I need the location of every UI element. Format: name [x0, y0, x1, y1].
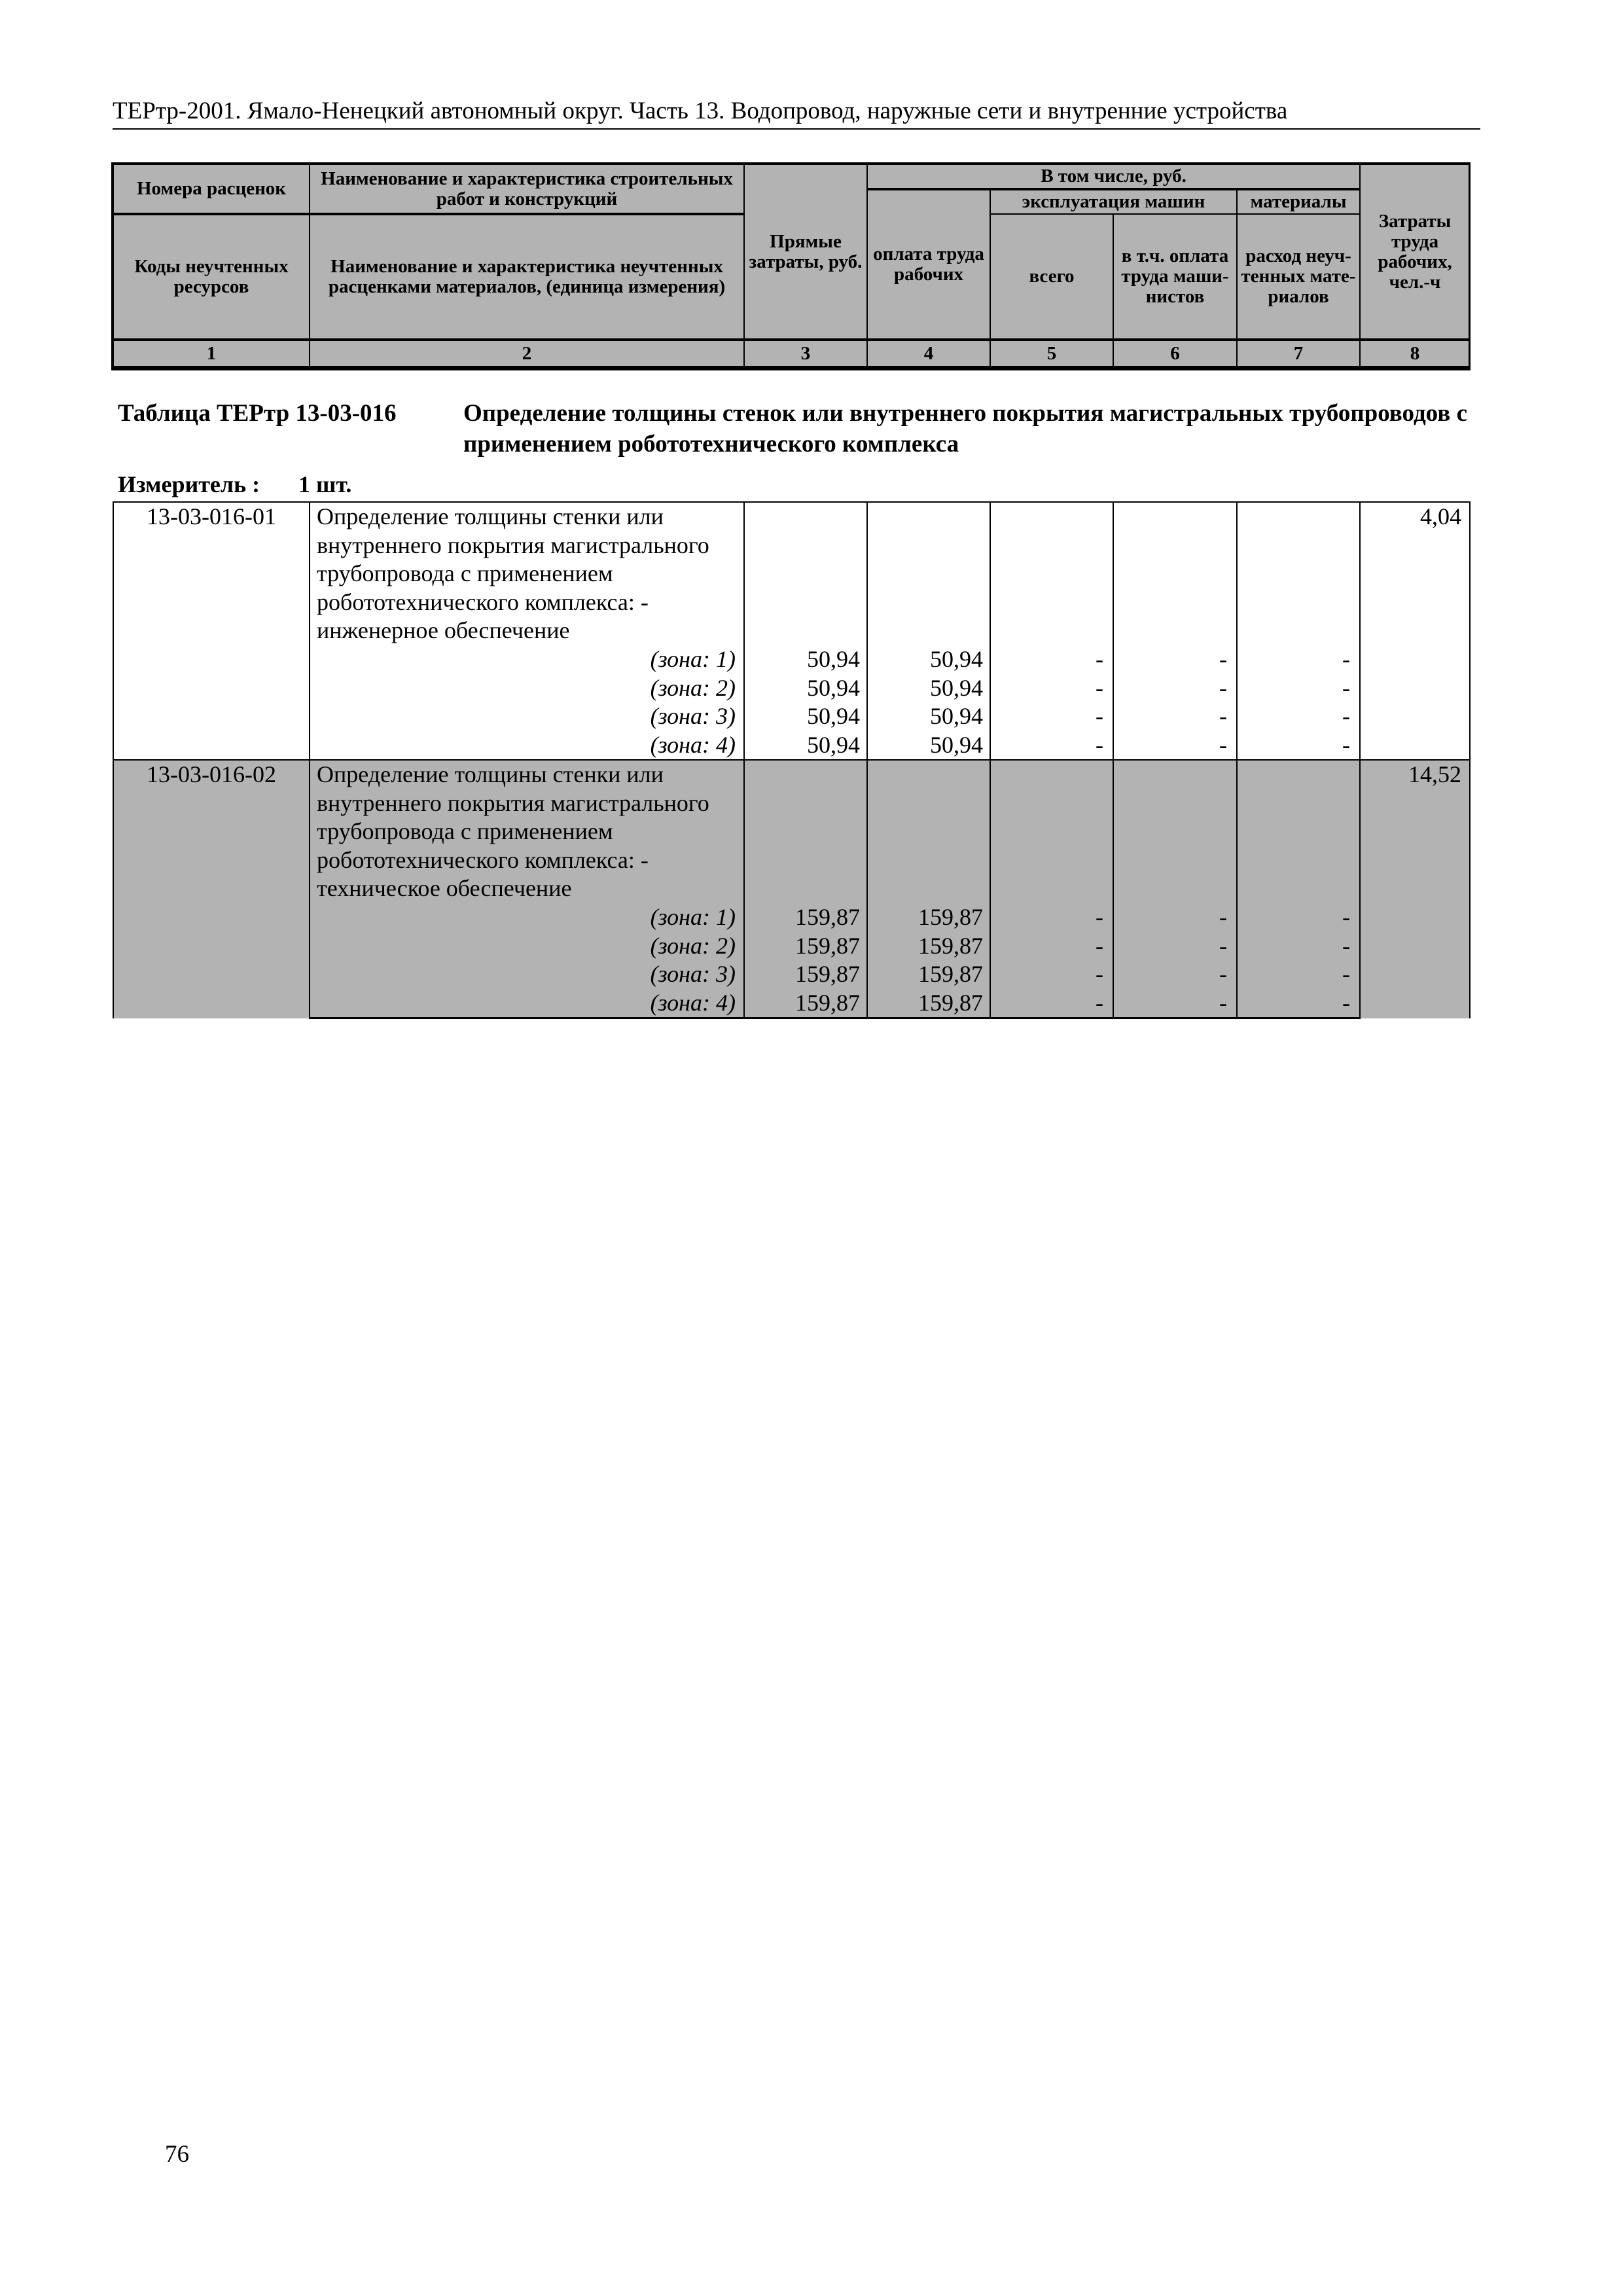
- rate-description: Определение толщины стенки или внутреннего покрытия магистрального трубопровода с применением робототехнического комплекса: - инженерное обеспечение: [310, 502, 744, 645]
- machines-cost: -: [990, 903, 1113, 932]
- machines-cost: -: [990, 960, 1113, 989]
- running-header: ТЕРтр-2001. Ямало-Ненецкий автономный округ. Часть 13. Водопровод, наружные сети и внутренние устройства: [113, 96, 1480, 130]
- materials-cost: -: [1237, 903, 1360, 932]
- zone-label: (зона: 3): [310, 960, 744, 989]
- direct-cost: 50,94: [744, 645, 867, 674]
- header-labor-costs: Затраты труда рабочих, чел.-ч: [1360, 164, 1470, 340]
- table-title-label: Таблица ТЕРтр 13-03-016: [118, 400, 397, 427]
- rate-code: 13-03-016-02: [113, 760, 310, 1018]
- header-machines-group: эксплуатация машин: [990, 189, 1237, 214]
- direct-cost: 159,87: [744, 960, 867, 989]
- rate-description: Определение толщины стенки или внутреннего покрытия магистрального трубопровода с применением робототехнического комплекса: - техническое обеспечение: [310, 760, 744, 903]
- labor-cost: 14,52: [1360, 760, 1470, 1018]
- direct-cost: 159,87: [744, 989, 867, 1018]
- rates-table: [113, 501, 1471, 1019]
- machines-cost: -: [990, 674, 1113, 703]
- direct-cost: 159,87: [744, 903, 867, 932]
- machinist-wages: -: [1113, 731, 1237, 761]
- header-col-number: 7: [1237, 340, 1360, 367]
- zone-label: (зона: 4): [310, 989, 744, 1018]
- header-col-number: 8: [1360, 340, 1470, 367]
- header-machinist-wages: в т.ч. оплата труда маши-нистов: [1113, 214, 1237, 340]
- header-work-name: Наименование и характеристика строительных работ и конструкций: [310, 164, 744, 214]
- materials-cost: -: [1237, 645, 1360, 674]
- header-direct-costs: Прямые затраты, руб.: [744, 164, 867, 340]
- machinist-wages: -: [1113, 645, 1237, 674]
- direct-cost: 50,94: [744, 731, 867, 761]
- worker-wages: 159,87: [867, 903, 990, 932]
- machinist-wages: -: [1113, 932, 1237, 961]
- rate-code: 13-03-016-01: [113, 502, 310, 760]
- worker-wages: 50,94: [867, 674, 990, 703]
- header-col-number: 6: [1113, 340, 1237, 367]
- materials-cost: -: [1237, 674, 1360, 703]
- machinist-wages: -: [1113, 989, 1237, 1018]
- header-col-number: 3: [744, 340, 867, 367]
- worker-wages: 50,94: [867, 645, 990, 674]
- machines-cost: -: [990, 702, 1113, 731]
- machinist-wages: -: [1113, 674, 1237, 703]
- header-rate-numbers: Номера расценок: [113, 164, 310, 214]
- header-including-group: В том числе, руб.: [867, 164, 1360, 189]
- measure-line: [118, 470, 352, 499]
- header-col-number: 1: [113, 340, 310, 367]
- measure-unit: 1 шт.: [298, 471, 352, 497]
- zone-label: (зона: 4): [310, 731, 744, 761]
- header-material-names: Наименование и характеристика неучтенных расценками материалов, (единица измерения): [310, 214, 744, 340]
- worker-wages: 159,87: [867, 932, 990, 961]
- header-table: [113, 164, 1471, 368]
- direct-cost: 50,94: [744, 702, 867, 731]
- header-col-number: 5: [990, 340, 1113, 367]
- zone-label: (зона: 1): [310, 645, 744, 674]
- header-col-number: 2: [310, 340, 744, 367]
- zone-label: (зона: 2): [310, 932, 744, 961]
- worker-wages: 50,94: [867, 731, 990, 761]
- zone-label: (зона: 1): [310, 903, 744, 932]
- page-number: 76: [165, 2141, 189, 2168]
- direct-cost: 50,94: [744, 674, 867, 703]
- header-worker-wages: оплата труда рабочих: [867, 189, 990, 340]
- zone-label: (зона: 3): [310, 702, 744, 731]
- worker-wages: 159,87: [867, 989, 990, 1018]
- measure-label: Измеритель :: [118, 471, 260, 497]
- worker-wages: 50,94: [867, 702, 990, 731]
- header-machines-total: всего: [990, 214, 1113, 340]
- labor-cost: 4,04: [1360, 502, 1470, 760]
- zone-label: (зона: 2): [310, 674, 744, 703]
- header-material-usage: расход неуч-тенных мате-риалов: [1237, 214, 1360, 340]
- materials-cost: -: [1237, 932, 1360, 961]
- header-resource-codes: Коды неучтенных ресурсов: [113, 214, 310, 340]
- machinist-wages: -: [1113, 702, 1237, 731]
- materials-cost: -: [1237, 960, 1360, 989]
- machines-cost: -: [990, 989, 1113, 1018]
- machinist-wages: -: [1113, 960, 1237, 989]
- machines-cost: -: [990, 731, 1113, 761]
- materials-cost: -: [1237, 702, 1360, 731]
- table-title-text: Определение толщины стенок или внутреннего покрытия магистральных трубопроводов с применением робототехнического комплекса: [463, 400, 1467, 457]
- machinist-wages: -: [1113, 903, 1237, 932]
- direct-cost: 159,87: [744, 932, 867, 961]
- worker-wages: 159,87: [867, 960, 990, 989]
- header-materials-group: материалы: [1237, 189, 1360, 214]
- materials-cost: -: [1237, 731, 1360, 761]
- machines-cost: -: [990, 645, 1113, 674]
- materials-cost: -: [1237, 989, 1360, 1018]
- machines-cost: -: [990, 932, 1113, 961]
- header-col-number: 4: [867, 340, 990, 367]
